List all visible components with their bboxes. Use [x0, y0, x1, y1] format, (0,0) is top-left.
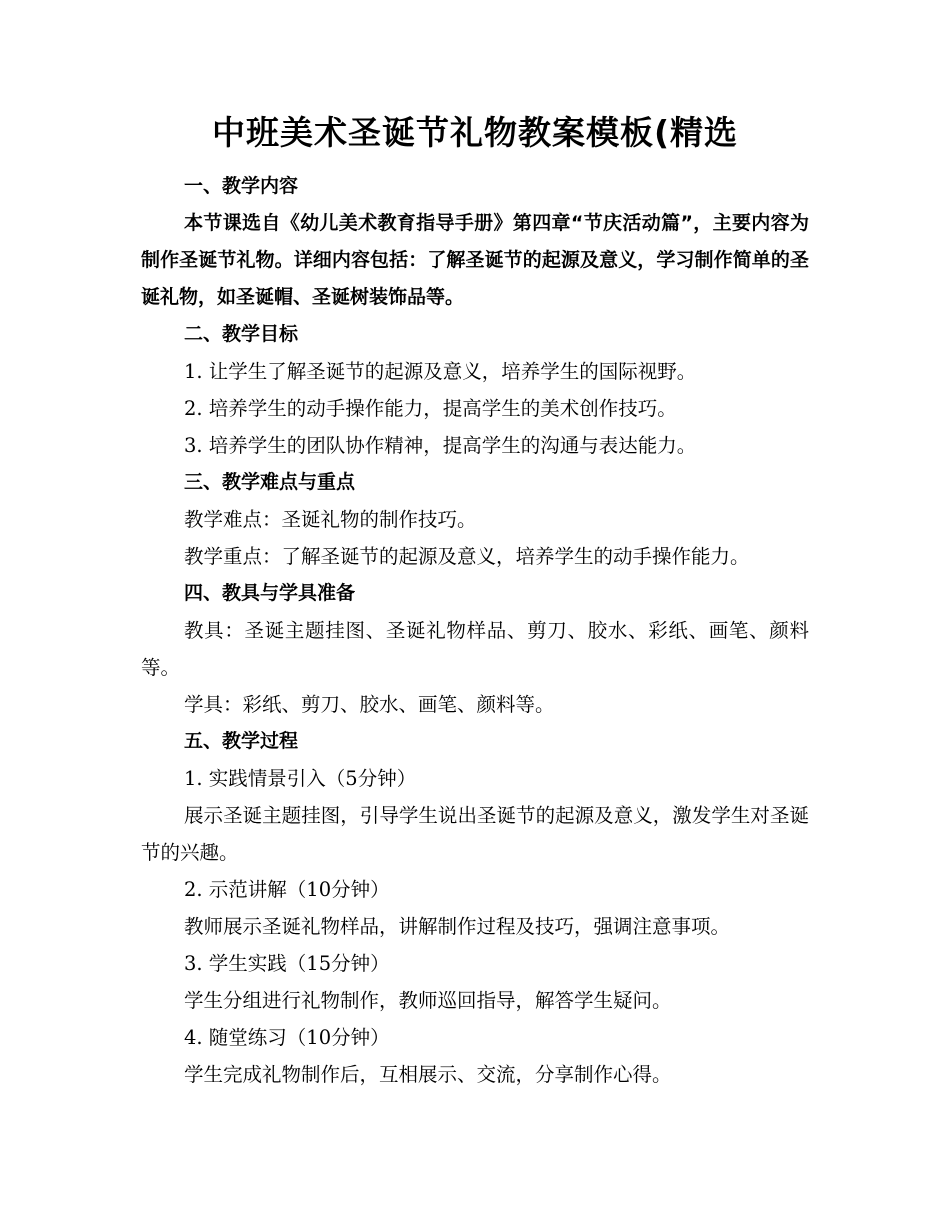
process-step-text: 学生分组进行礼物制作，教师巡回指导，解答学生疑问。: [184, 989, 672, 1012]
process-step-text: 学生完成礼物制作后，互相展示、交流，分享制作心得。: [184, 1063, 672, 1086]
process-step-text: 教师展示圣诞礼物样品，讲解制作过程及技巧，强调注意事项。: [184, 915, 731, 938]
section-heading-difficulty: 三、教学难点与重点: [184, 471, 356, 493]
process-step-text: 展示圣诞主题挂图，引导学生说出圣诞节的起源及意义，激发学生对圣诞节的兴趣。: [141, 804, 809, 864]
goal-item: 2. 培养学生的动手操作能力，提高学生的美术创作技巧。: [184, 397, 677, 420]
section-heading-content: 一、教学内容: [184, 175, 299, 197]
key-point-paragraph: 教学重点：了解圣诞节的起源及意义，培养学生的动手操作能力。: [184, 545, 750, 568]
section-content-paragraph: 本节课选自《幼儿美术教育指导手册》第四章“节庆活动篇”，主要内容为制作圣诞节礼物。详细内容包括：了解圣诞节的起源及意义，学习制作简单的圣诞礼物，如圣诞帽、圣诞树装饰品等。: [141, 212, 809, 308]
process-step-title: 4. 随堂练习（10分钟）: [184, 1026, 390, 1049]
student-materials-paragraph: 学具：彩纸、剪刀、胶水、画笔、颜料等。: [184, 693, 555, 716]
section-heading-materials: 四、教具与学具准备: [184, 582, 356, 604]
difficulty-paragraph: 教学难点：圣诞礼物的制作技巧。: [184, 508, 477, 531]
goal-item: 3. 培养学生的团队协作精神，提高学生的沟通与表达能力。: [184, 434, 697, 457]
section-heading-goals: 二、教学目标: [184, 323, 299, 345]
section-heading-process: 五、教学过程: [184, 730, 299, 752]
process-step-title: 1. 实践情景引入（5分钟）: [184, 767, 417, 790]
document-body: [141, 168, 809, 1093]
teacher-materials-paragraph: 教具：圣诞主题挂图、圣诞礼物样品、剪刀、胶水、彩纸、画笔、颜料等。: [141, 619, 809, 679]
process-step-title: 2. 示范讲解（10分钟）: [184, 878, 390, 901]
goal-item: 1. 让学生了解圣诞节的起源及意义，培养学生的国际视野。: [184, 360, 697, 383]
document-title: 中班美术圣诞节礼物教案模板(精选: [211, 113, 739, 152]
process-step-title: 3. 学生实践（15分钟）: [184, 952, 390, 975]
